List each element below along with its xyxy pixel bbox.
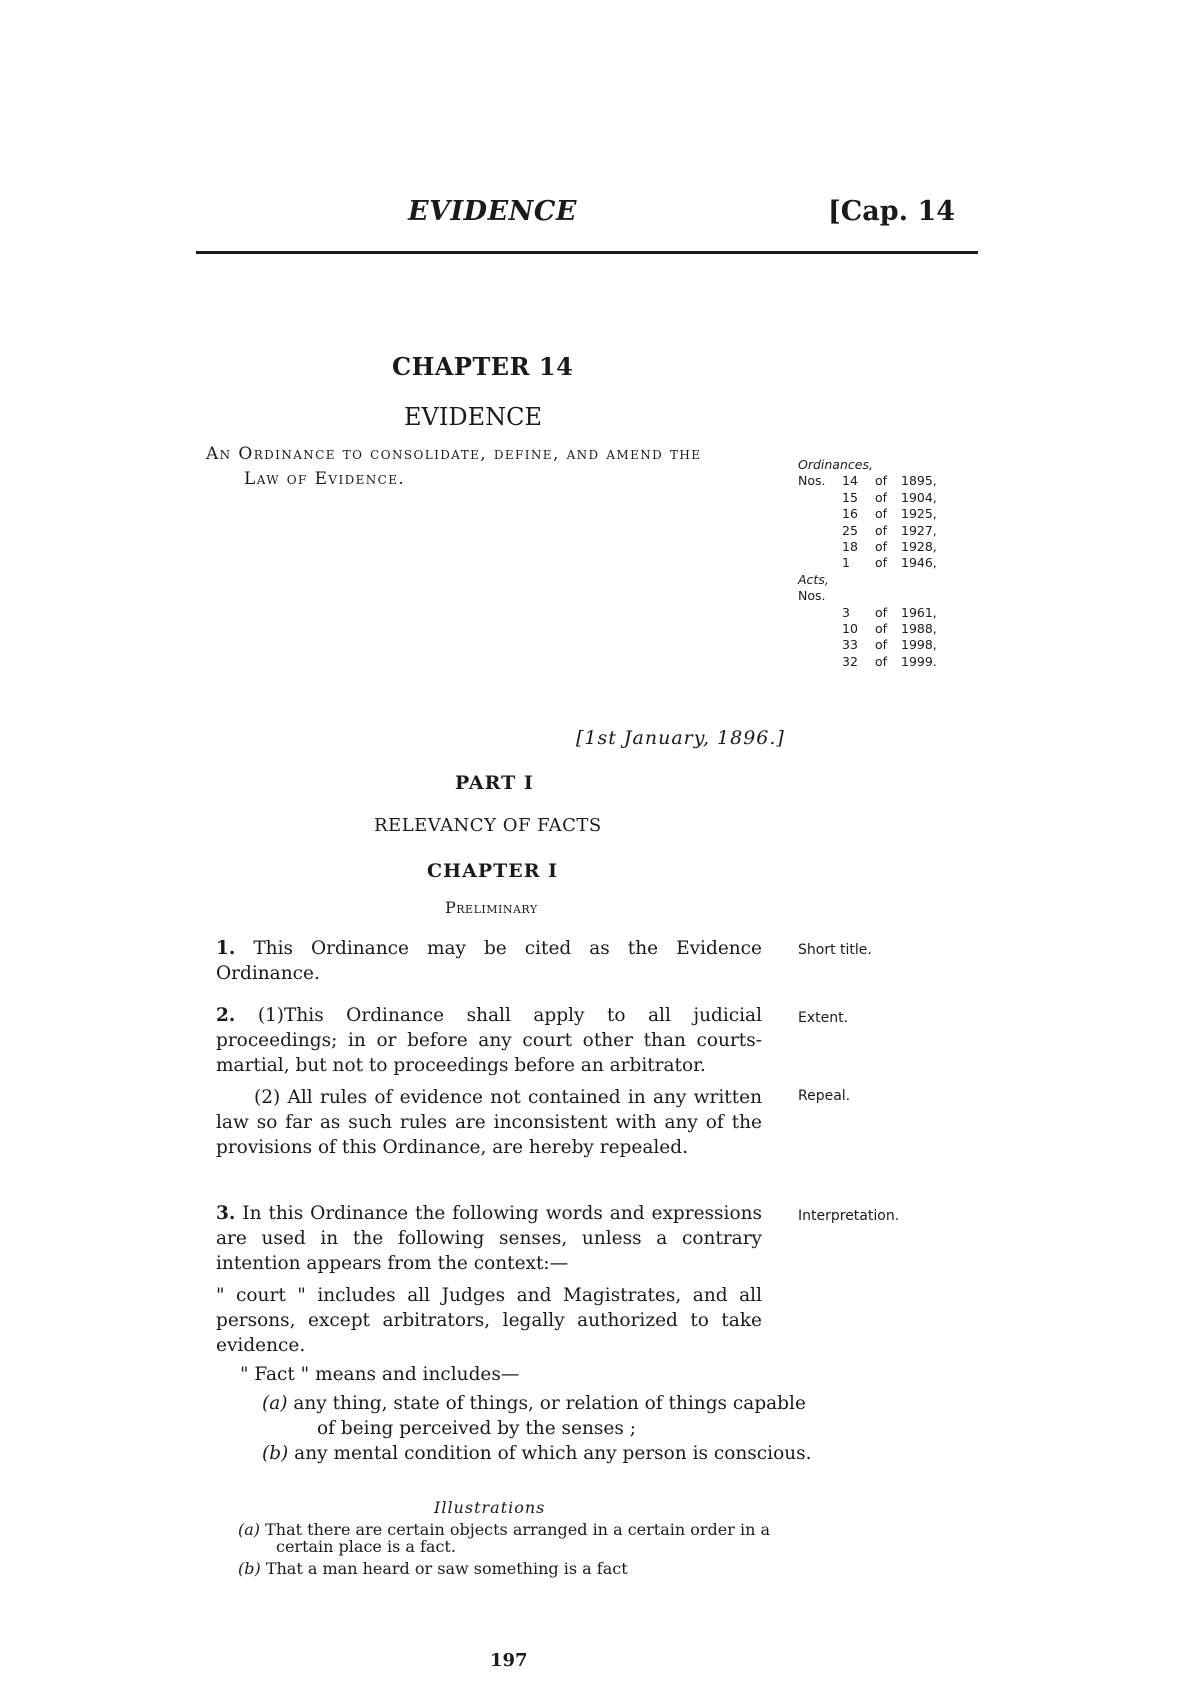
header-rule (196, 251, 978, 254)
part-subtitle: RELEVANCY OF FACTS (374, 815, 602, 836)
history-row: 1 of 1946, (842, 555, 937, 571)
margin-note-extent: Extent. (798, 1010, 849, 1026)
section-number: 1. (216, 938, 236, 959)
part-title: PART I (455, 772, 534, 794)
illustration-text: That a man heard or saw something is a fact (260, 1559, 628, 1578)
margin-note-repeal: Repeal. (798, 1088, 851, 1104)
history-row: 18 of 1928, (842, 539, 937, 555)
history-row: Nos. 14 of 1895, (798, 473, 937, 489)
subchapter-subtitle: Preliminary (445, 898, 538, 917)
illustration-label: (a) (238, 1520, 261, 1539)
illustration-label: (b) (238, 1559, 261, 1578)
acts-label: Acts, (798, 571, 829, 587)
margin-note-interpretation: Interpretation. (798, 1208, 900, 1224)
chapter-title: EVIDENCE (404, 403, 542, 431)
item-label: (b) (262, 1443, 289, 1464)
running-header-title: EVIDENCE (408, 196, 577, 227)
chapter-number: CHAPTER 14 (392, 352, 574, 381)
section-text: (1)This Ordinance shall apply to all judicial proceedings; in or before any court other than courts-martial, but not to proceedings before an arbitrator. (216, 1005, 762, 1076)
margin-note-short-title: Short title. (798, 942, 872, 958)
history-row: 32 of 1999. (842, 653, 937, 669)
section-2 (216, 1003, 762, 1078)
page-number: 197 (490, 1650, 528, 1671)
item-label: (a) (262, 1393, 288, 1414)
nos-label: Nos. (798, 473, 826, 489)
acts-nos-label: Nos. (798, 588, 826, 604)
section-text: In this Ordinance the following words and expressions are used in the following senses, unless a contrary intention appears from the context:— (216, 1203, 762, 1274)
section-1 (216, 936, 762, 986)
long-title-line-2: Law of Evidence. (244, 468, 406, 489)
illustration-a (238, 1521, 800, 1555)
item-text: any mental condition of which any person is conscious. (288, 1443, 812, 1464)
history-row: 25 of 1927, (842, 522, 937, 538)
subchapter-title: CHAPTER I (427, 860, 559, 882)
definition-fact: " Fact " means and includes— (240, 1364, 520, 1385)
definition-item-b (262, 1441, 817, 1466)
section-text: This Ordinance may be cited as the Evidence Ordinance. (216, 938, 762, 984)
long-title-line-1: An Ordinance to consolidate, define, and amend the (206, 444, 702, 464)
history-row: 33 of 1998, (842, 637, 937, 653)
commencement-date: [1st January, 1896.] (576, 727, 785, 749)
long-title (206, 442, 766, 491)
section-number: 2. (216, 1005, 236, 1026)
illustration-text: That there are certain objects arranged in a certain order in a certain place is a fact. (260, 1520, 771, 1556)
illustrations-heading: Illustrations (434, 1498, 546, 1517)
legislative-history (798, 457, 958, 670)
history-row: 15 of 1904, (842, 489, 937, 505)
section-number: 3. (216, 1203, 236, 1224)
section-3 (216, 1201, 762, 1276)
ordinances-label: Ordinances, (798, 457, 873, 472)
history-row: 10 of 1988, (842, 621, 937, 637)
illustration-b (238, 1560, 800, 1577)
definition-item-a (262, 1391, 817, 1441)
history-row: 3 of 1961, (842, 604, 937, 620)
section-2-subsection-2: (2) All rules of evidence not contained in any written law so far as such rules are inconsistent with any of the provisions of this Ordinance, are hereby repealed. (216, 1087, 762, 1158)
history-row: 16 of 1925, (842, 506, 937, 522)
running-header-cap: [Cap. 14 (828, 196, 956, 227)
definition-court: " court " includes all Judges and Magistrates, and all persons, except arbitrators, legally authorized to take evidence. (216, 1285, 762, 1356)
item-text: any thing, state of things, or relation of things capable of being perceived by the senses ; (287, 1393, 806, 1439)
